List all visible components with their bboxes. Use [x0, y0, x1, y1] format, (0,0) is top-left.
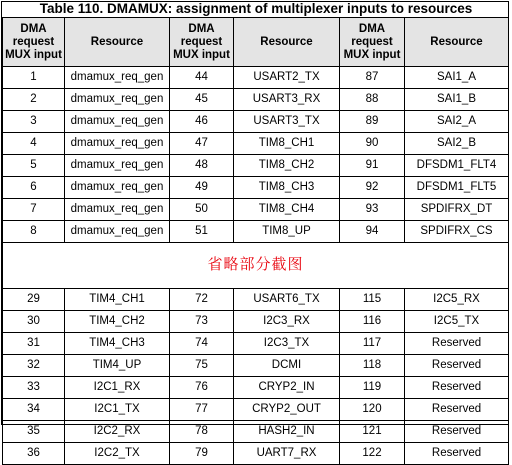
mux-input-cell: 45: [170, 89, 234, 111]
mux-input-cell: 93: [340, 199, 405, 221]
table-row: [3, 421, 509, 443]
header-resource-3: Resource: [405, 18, 509, 67]
mux-input-cell: 51: [170, 221, 234, 243]
header-row: [3, 18, 509, 67]
resource-cell: DFSDM1_FLT4: [405, 155, 509, 177]
mux-input-cell: 78: [170, 421, 234, 443]
mux-input-cell: 89: [340, 111, 405, 133]
table-row: [3, 133, 509, 155]
mux-input-cell: 5: [3, 155, 65, 177]
mux-input-cell: 48: [170, 155, 234, 177]
resource-cell: DFSDM1_FLT5: [405, 177, 509, 199]
mux-input-cell: 119: [340, 377, 405, 399]
mux-input-cell: 50: [170, 199, 234, 221]
resource-cell: TIM4_CH1: [65, 289, 170, 311]
table-row: [3, 89, 509, 111]
resource-cell: dmamux_req_gen: [65, 67, 170, 89]
resource-cell: dmamux_req_gen: [65, 155, 170, 177]
mux-input-cell: 116: [340, 311, 405, 333]
table-row: [3, 155, 509, 177]
mux-input-cell: 46: [170, 111, 234, 133]
resource-cell: USART3_TX: [234, 111, 340, 133]
resource-cell: dmamux_req_gen: [65, 133, 170, 155]
mux-input-cell: 31: [3, 333, 65, 355]
resource-cell: USART3_RX: [234, 89, 340, 111]
mux-input-cell: 121: [340, 421, 405, 443]
resource-cell: dmamux_req_gen: [65, 221, 170, 243]
resource-cell: dmamux_req_gen: [65, 111, 170, 133]
mux-input-cell: 88: [340, 89, 405, 111]
resource-cell: dmamux_req_gen: [65, 89, 170, 111]
dmamux-table: [2, 17, 509, 465]
header-mux-input-3: DMA request MUX input: [340, 18, 405, 67]
resource-cell: SAI2_B: [405, 133, 509, 155]
table-row: [3, 221, 509, 243]
mux-input-cell: 90: [340, 133, 405, 155]
mux-input-cell: 87: [340, 67, 405, 89]
mux-input-cell: 4: [3, 133, 65, 155]
resource-cell: I2C3_TX: [234, 333, 340, 355]
resource-cell: Reserved: [405, 377, 509, 399]
mux-input-cell: 118: [340, 355, 405, 377]
resource-cell: USART6_TX: [234, 289, 340, 311]
mux-input-cell: 94: [340, 221, 405, 243]
mux-input-cell: 35: [3, 421, 65, 443]
resource-cell: CRYP2_OUT: [234, 399, 340, 421]
resource-cell: DCMI: [234, 355, 340, 377]
table-row: [3, 67, 509, 89]
mux-input-cell: 34: [3, 399, 65, 421]
mux-input-cell: 29: [3, 289, 65, 311]
resource-cell: SAI1_A: [405, 67, 509, 89]
resource-cell: Reserved: [405, 443, 509, 465]
omitted-note: 省略部分截图: [207, 255, 304, 273]
resource-cell: CRYP2_IN: [234, 377, 340, 399]
mux-input-cell: 49: [170, 177, 234, 199]
resource-cell: I2C1_TX: [65, 399, 170, 421]
mux-input-cell: 76: [170, 377, 234, 399]
mux-input-cell: 3: [3, 111, 65, 133]
table-row: [3, 111, 509, 133]
resource-cell: I2C1_RX: [65, 377, 170, 399]
resource-cell: Reserved: [405, 421, 509, 443]
resource-cell: Reserved: [405, 333, 509, 355]
header-resource-2: Resource: [234, 18, 340, 67]
table-title: Table 110. DMAMUX: assignment of multiplexer inputs to resources: [39, 1, 473, 16]
resource-cell: dmamux_req_gen: [65, 177, 170, 199]
resource-cell: I2C2_TX: [65, 443, 170, 465]
mux-input-cell: 77: [170, 399, 234, 421]
header-resource-1: Resource: [65, 18, 170, 67]
mux-input-cell: 92: [340, 177, 405, 199]
resource-cell: USART2_TX: [234, 67, 340, 89]
omitted-section-cell: [3, 243, 509, 289]
mux-input-cell: 1: [3, 67, 65, 89]
resource-cell: I2C2_RX: [65, 421, 170, 443]
resource-cell: I2C5_TX: [405, 311, 509, 333]
omitted-section-row: [3, 243, 509, 289]
resource-cell: SAI2_A: [405, 111, 509, 133]
mux-input-cell: 117: [340, 333, 405, 355]
table-row: [3, 333, 509, 355]
mux-input-cell: 120: [340, 399, 405, 421]
mux-input-cell: 91: [340, 155, 405, 177]
mux-input-cell: 115: [340, 289, 405, 311]
table-row: [3, 177, 509, 199]
resource-cell: TIM8_UP: [234, 221, 340, 243]
mux-input-cell: 30: [3, 311, 65, 333]
table-row: [3, 443, 509, 465]
resource-cell: SPDIFRX_DT: [405, 199, 509, 221]
resource-cell: HASH2_IN: [234, 421, 340, 443]
table-row: [3, 355, 509, 377]
resource-cell: TIM4_CH2: [65, 311, 170, 333]
table-row: [3, 399, 509, 421]
mux-input-cell: 36: [3, 443, 65, 465]
header-mux-input-2: DMA request MUX input: [170, 18, 234, 67]
table-row: [3, 311, 509, 333]
resource-cell: SPDIFRX_CS: [405, 221, 509, 243]
mux-input-cell: 7: [3, 199, 65, 221]
mux-input-cell: 122: [340, 443, 405, 465]
table-row: [3, 377, 509, 399]
header-mux-input-1: DMA request MUX input: [3, 18, 65, 67]
resource-cell: TIM8_CH3: [234, 177, 340, 199]
resource-cell: I2C5_RX: [405, 289, 509, 311]
resource-cell: SAI1_B: [405, 89, 509, 111]
resource-cell: Reserved: [405, 355, 509, 377]
resource-cell: UART7_RX: [234, 443, 340, 465]
table-row: [3, 289, 509, 311]
resource-cell: I2C3_RX: [234, 311, 340, 333]
resource-cell: dmamux_req_gen: [65, 199, 170, 221]
mux-input-cell: 73: [170, 311, 234, 333]
resource-cell: TIM8_CH4: [234, 199, 340, 221]
mux-input-cell: 74: [170, 333, 234, 355]
resource-cell: TIM8_CH1: [234, 133, 340, 155]
mux-input-cell: 72: [170, 289, 234, 311]
resource-cell: Reserved: [405, 399, 509, 421]
resource-cell: TIM4_CH3: [65, 333, 170, 355]
mux-input-cell: 75: [170, 355, 234, 377]
mux-input-cell: 6: [3, 177, 65, 199]
mux-input-cell: 44: [170, 67, 234, 89]
mux-input-cell: 8: [3, 221, 65, 243]
mux-input-cell: 33: [3, 377, 65, 399]
table-row: [3, 199, 509, 221]
mux-input-cell: 2: [3, 89, 65, 111]
mux-input-cell: 47: [170, 133, 234, 155]
resource-cell: TIM8_CH2: [234, 155, 340, 177]
resource-cell: TIM4_UP: [65, 355, 170, 377]
mux-input-cell: 79: [170, 443, 234, 465]
mux-input-cell: 32: [3, 355, 65, 377]
